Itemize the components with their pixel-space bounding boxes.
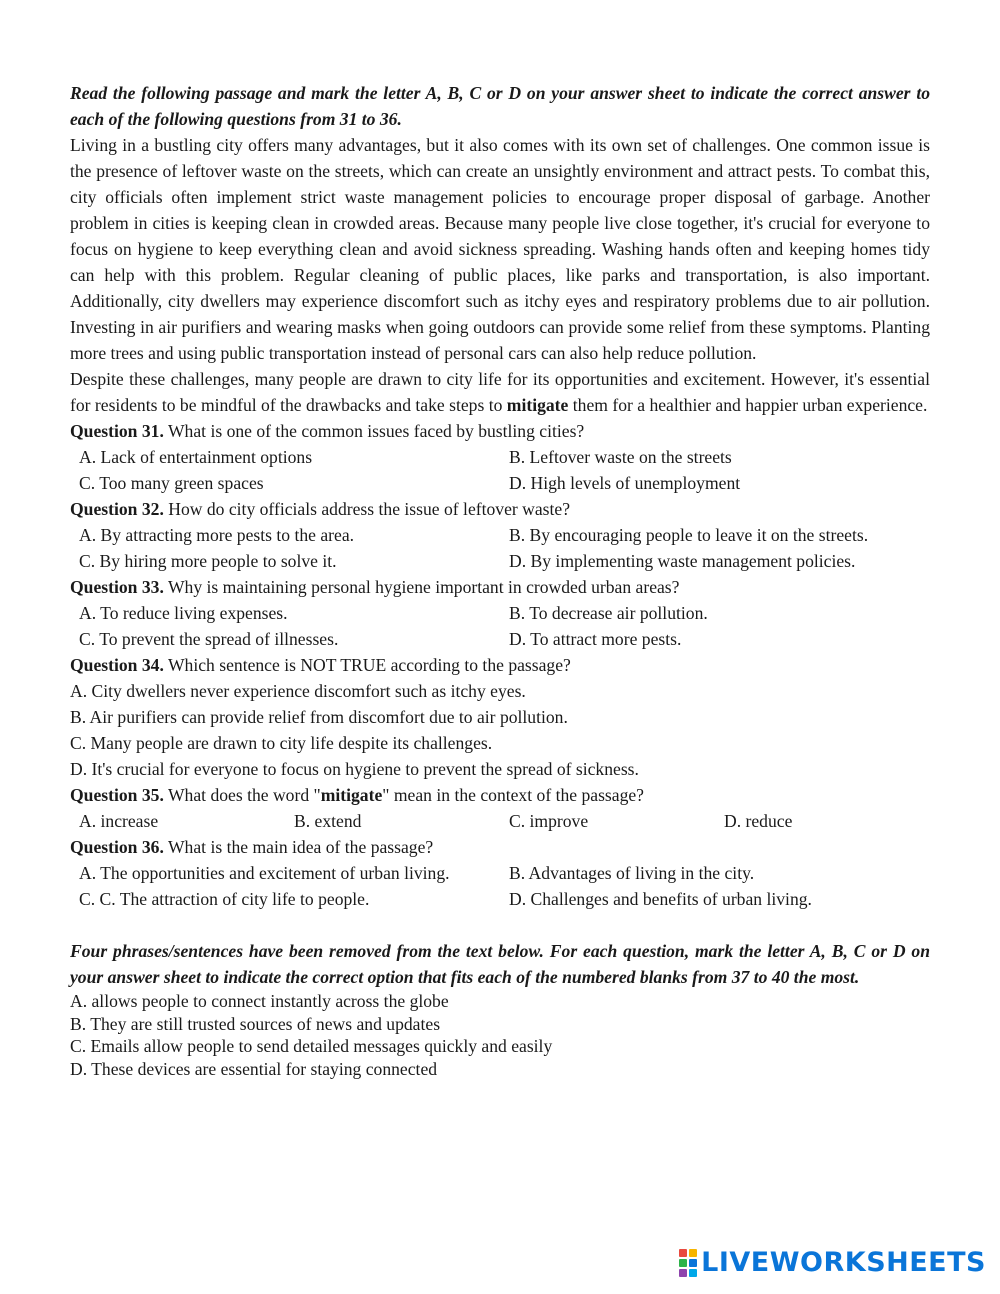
gap-option-b[interactable]: B. They are still trusted sources of news and updates: [70, 1013, 441, 1034]
q34-option-c[interactable]: C. Many people are drawn to city life despite its challenges.: [70, 733, 493, 753]
passage-paragraph-2: [70, 366, 930, 418]
q35-option-d[interactable]: D. reduce: [724, 811, 793, 831]
section2-instruction: Four phrases/sentences have been removed from the text below. For each question, mark the letter A, B, C or D on your answer sheet to indicate the correct option that fits each of the numbered blanks from 37 to 40 the most.: [70, 941, 930, 987]
liveworksheets-logo: [679, 1246, 986, 1280]
question-35: [70, 782, 930, 808]
q36-option-a[interactable]: A. The opportunities and excitement of urban living.: [79, 863, 450, 883]
question-32-text: How do city officials address the issue of leftover waste?: [163, 499, 571, 519]
logo-square: [689, 1249, 697, 1257]
q32-option-c[interactable]: C. By hiring more people to solve it.: [79, 551, 337, 571]
q32-option-b[interactable]: B. By encouraging people to leave it on the streets.: [509, 525, 869, 545]
question-33: [70, 574, 930, 600]
q31-option-a[interactable]: A. Lack of entertainment options: [79, 447, 313, 467]
q35-option-b[interactable]: B. extend: [294, 811, 362, 831]
q36-option-b[interactable]: B. Advantages of living in the city.: [509, 863, 755, 883]
question-33-options: [70, 600, 930, 652]
q33-option-a[interactable]: A. To reduce living expenses.: [79, 603, 288, 623]
question-35-text-after: " mean in the context of the passage?: [382, 785, 644, 805]
logo-square: [679, 1269, 687, 1277]
question-36-options: [70, 860, 930, 912]
question-31: [70, 418, 930, 444]
q34-option-a[interactable]: A. City dwellers never experience discomfort such as itchy eyes.: [70, 681, 526, 701]
q36-option-c[interactable]: C. C. The attraction of city life to people.: [79, 889, 370, 909]
gap-option-d[interactable]: D. These devices are essential for staying connected: [70, 1058, 438, 1079]
question-36-text: What is the main idea of the passage?: [163, 837, 434, 857]
question-36-label: Question 36.: [70, 837, 164, 857]
q35-option-c[interactable]: C. improve: [509, 811, 589, 831]
question-35-label: Question 35.: [70, 785, 164, 805]
question-32-options: [70, 522, 930, 574]
q35-option-a[interactable]: A. increase: [79, 811, 159, 831]
logo-square: [689, 1259, 697, 1267]
q31-option-d[interactable]: D. High levels of unemployment: [509, 473, 741, 493]
highlighted-word-mitigate: mitigate: [506, 395, 569, 415]
logo-square: [679, 1259, 687, 1267]
question-32: [70, 496, 930, 522]
section1-instruction: Read the following passage and mark the letter A, B, C or D on your answer sheet to indicate the correct answer to each of the following questions from 31 to 36.: [70, 83, 930, 129]
question-34-label: Question 34.: [70, 655, 164, 675]
question-33-text: Why is maintaining personal hygiene important in crowded urban areas?: [163, 577, 680, 597]
question-31-text: What is one of the common issues faced by bustling cities?: [163, 421, 585, 441]
logo-square: [689, 1269, 697, 1277]
q34-option-b[interactable]: B. Air purifiers can provide relief from discomfort due to air pollution.: [70, 707, 568, 727]
passage-p2-after: them for a healthier and happier urban experience.: [568, 395, 928, 415]
gap-option-a[interactable]: A. allows people to connect instantly across the globe: [70, 991, 449, 1011]
question-36: [70, 834, 930, 860]
question-35-word: mitigate: [320, 785, 383, 805]
passage-paragraph-1: Living in a bustling city offers many advantages, but it also comes with its own set of challenges. One common issue is the presence of leftover waste on the streets, which can create an unsightly environment and attract pests. To combat this, city officials often implement strict waste management policies to encourage proper disposal of garbage. Another problem in cities is keeping clean in crowded areas. Because many people live close together, it's crucial for everyone to focus on hygiene to keep everything clean and avoid sickness spreading. Washing hands often and keeping homes tidy can help with this problem. Regular cleaning of public places, like parks and transportation, is also important. Additionally, city dwellers may experience discomfort such as itchy eyes and respiratory problems due to air pollution. Investing in air purifiers and wearing masks when going outdoors can provide some relief from these symptoms. Planting more trees and using public transportation instead of personal cars can also help reduce pollution.: [70, 135, 930, 363]
q33-option-b[interactable]: B. To decrease air pollution.: [509, 603, 708, 623]
question-32-label: Question 32.: [70, 499, 164, 519]
question-35-text-before: What does the word ": [163, 785, 321, 805]
q31-option-b[interactable]: B. Leftover waste on the streets: [509, 447, 732, 467]
section-spacer: [70, 912, 930, 938]
question-34: [70, 652, 930, 678]
worksheet-page: [70, 80, 930, 1080]
gap-option-c[interactable]: C. Emails allow people to send detailed messages quickly and easily: [70, 1036, 553, 1056]
logo-square: [679, 1249, 687, 1257]
q34-option-d[interactable]: D. It's crucial for everyone to focus on hygiene to prevent the spread of sickness.: [70, 759, 639, 779]
q33-option-d[interactable]: D. To attract more pests.: [509, 629, 682, 649]
question-31-options: [70, 444, 930, 496]
question-33-label: Question 33.: [70, 577, 164, 597]
question-31-label: Question 31.: [70, 421, 164, 441]
liveworksheets-logo-text: LIVEWORKSHEETS: [701, 1247, 986, 1278]
q36-option-d[interactable]: D. Challenges and benefits of urban living.: [509, 889, 812, 909]
q32-option-a[interactable]: A. By attracting more pests to the area.: [79, 525, 355, 545]
gap-fill-options: [70, 990, 930, 1080]
q33-option-c[interactable]: C. To prevent the spread of illnesses.: [79, 629, 339, 649]
liveworksheets-logo-icon: [679, 1249, 697, 1277]
passage-p2-before: Despite these challenges, many people are drawn to city life for its opportunities and excitement. However, it's essential for residents to be mindful of the drawbacks and take steps to: [70, 369, 930, 415]
q31-option-c[interactable]: C. Too many green spaces: [79, 473, 264, 493]
q32-option-d[interactable]: D. By implementing waste management policies.: [509, 551, 856, 571]
question-34-text: Which sentence is NOT TRUE according to the passage?: [163, 655, 571, 675]
question-35-options: [70, 808, 930, 834]
